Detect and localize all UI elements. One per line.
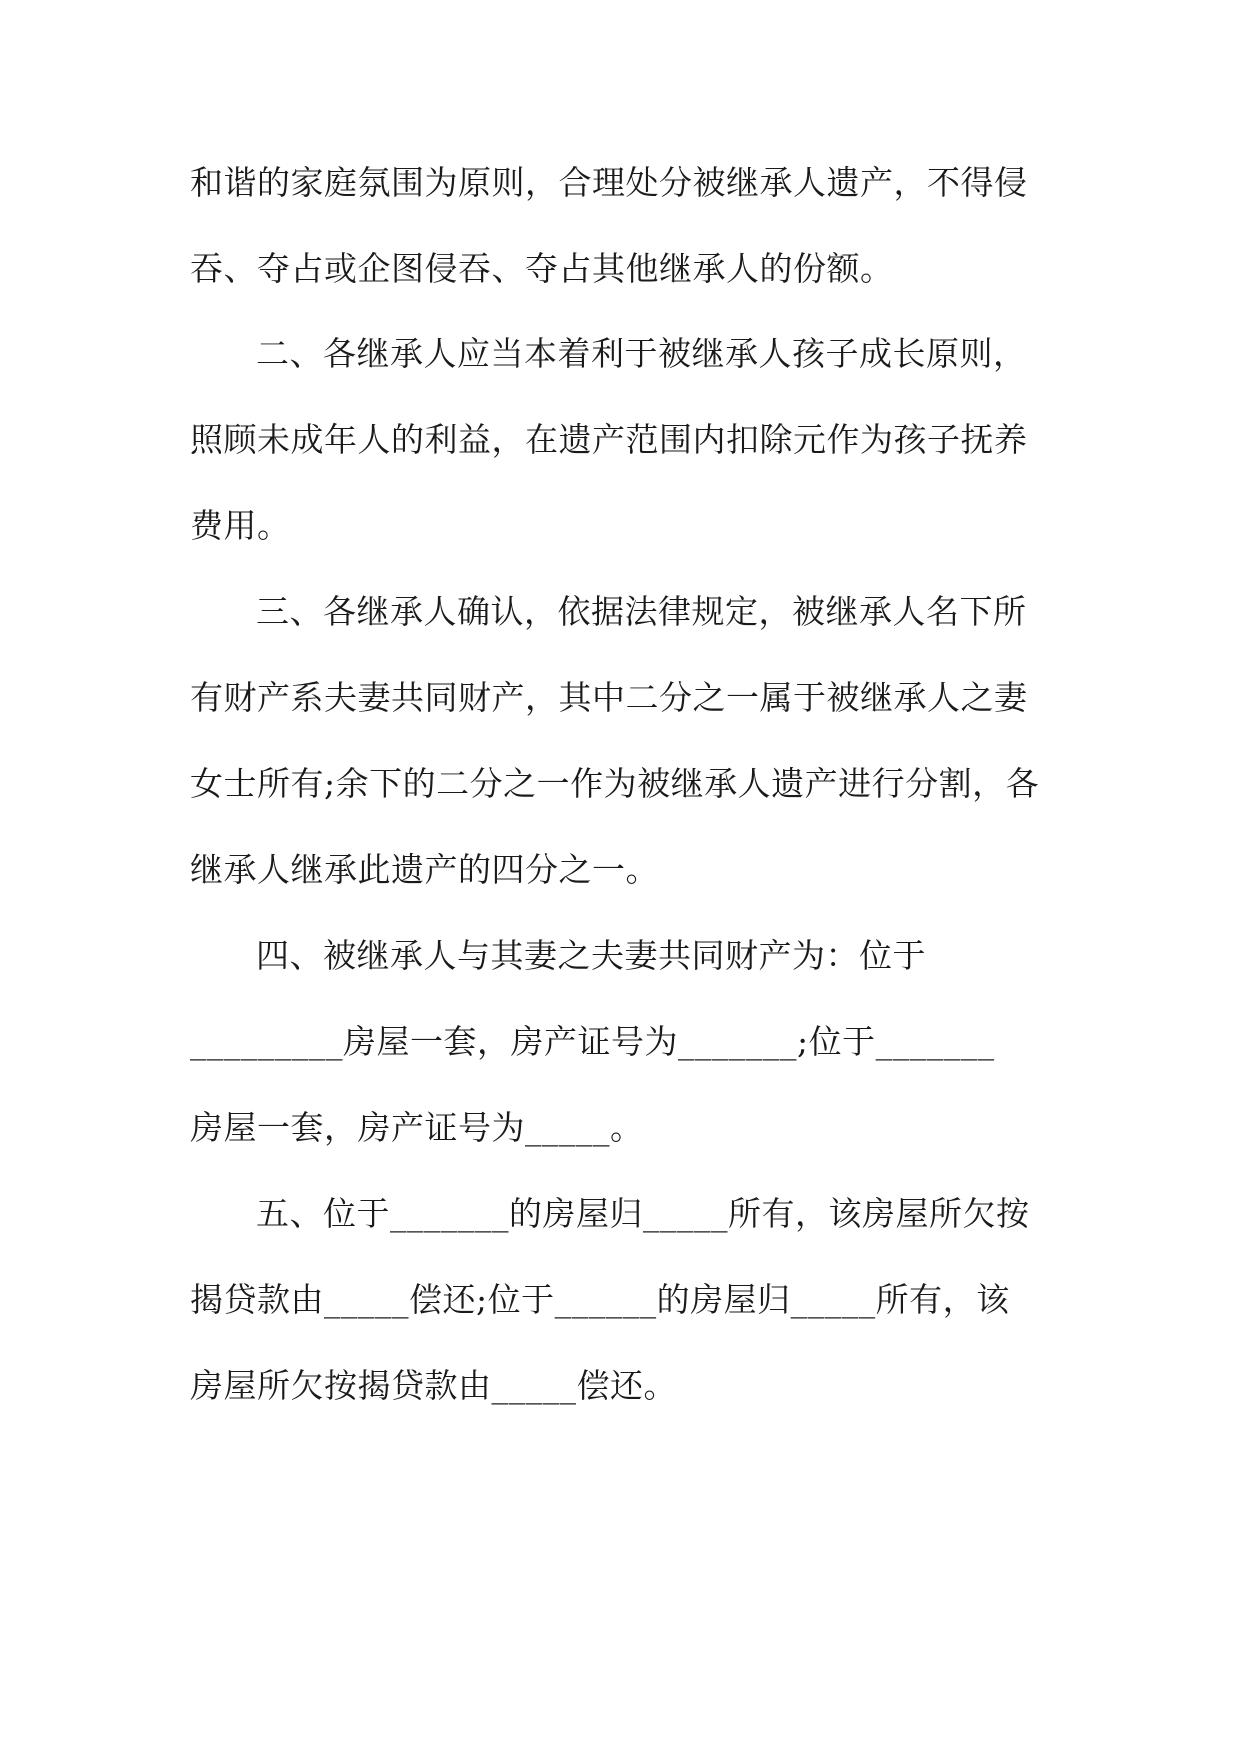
text-line: 有财产系夫妻共同财产，其中二分之一属于被继承人之妻 [190, 678, 1028, 717]
text-line: 房屋所欠按揭贷款由_____偿还。 [190, 1366, 677, 1405]
paragraph-4-start: 四、被继承人与其妻之夫妻共同财产为：位于 [256, 936, 926, 975]
text-line: _________房屋一套，房产证号为_______;位于_______ [190, 1022, 995, 1061]
text-line: 和谐的家庭氛围为原则，合理处分被继承人遗产，不得侵 [190, 163, 1028, 202]
text-line: 继承人继承此遗产的四分之一。 [190, 850, 659, 889]
text-line: 揭贷款由_____偿还;位于______的房屋归_____所有，该 [190, 1280, 1010, 1319]
paragraph-5-start: 五、位于_______的房屋归_____所有，该房屋所欠按 [256, 1194, 1030, 1233]
text-line: 吞、夺占或企图侵吞、夺占其他继承人的份额。 [190, 249, 894, 288]
paragraph-3-start: 三、各继承人确认，依据法律规定，被继承人名下所 [256, 592, 1027, 631]
text-line: 费用。 [190, 506, 291, 545]
text-line: 房屋一套，房产证号为_____。 [190, 1108, 644, 1147]
text-line: 女士所有;余下的二分之一作为被继承人遗产进行分割，各 [190, 764, 1040, 803]
paragraph-2-start: 二、各继承人应当本着利于被继承人孩子成长原则， [256, 334, 1027, 373]
text-line: 照顾未成年人的利益，在遗产范围内扣除元作为孩子抚养 [190, 420, 1028, 459]
